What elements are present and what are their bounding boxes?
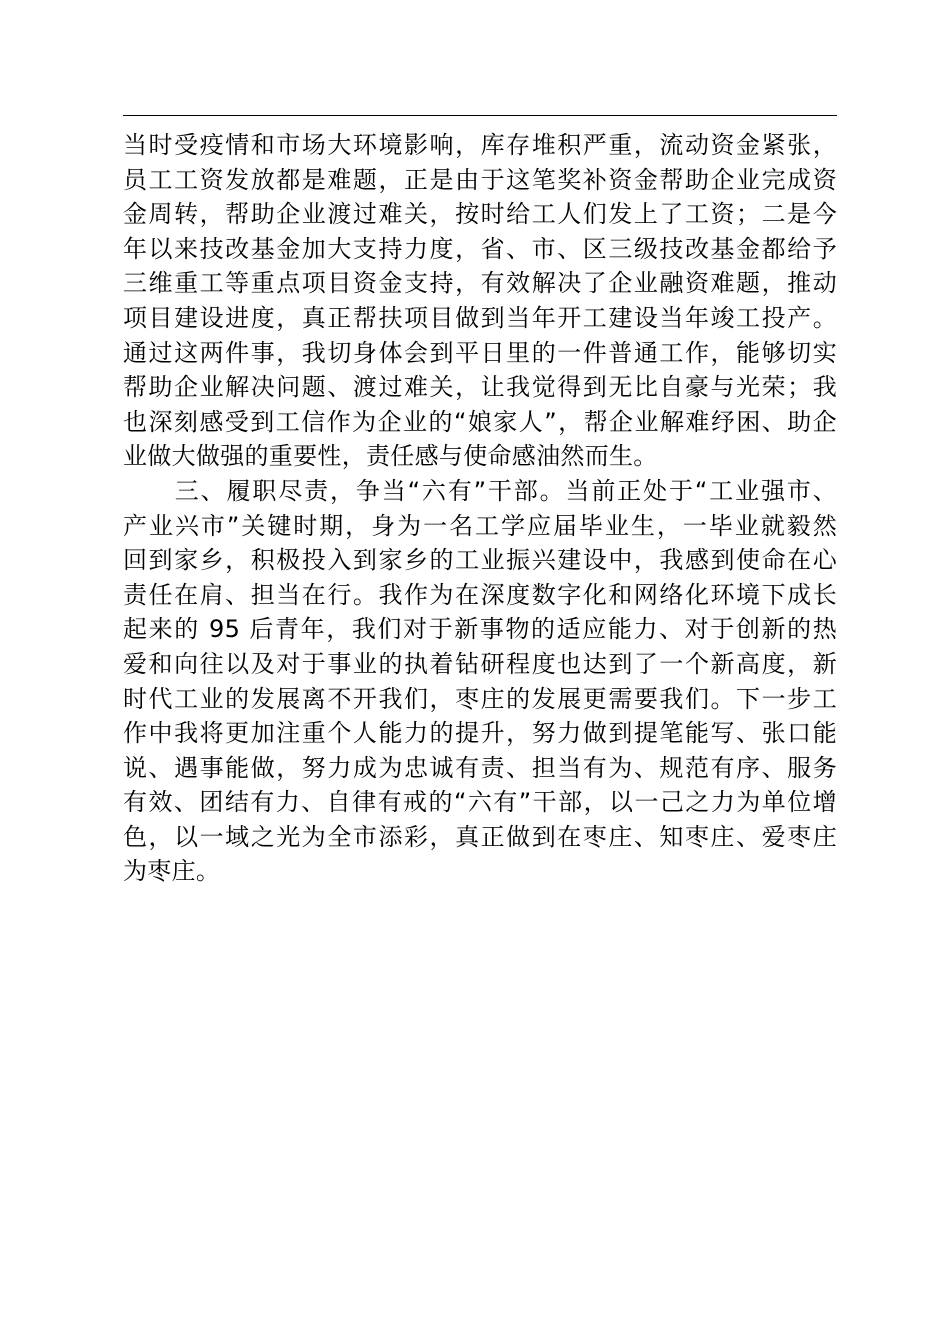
text-line: 作中我将更加注重个人能力的提升，努力做到提笔能写、张口能 <box>123 719 837 748</box>
text-line: 起来的 95 后青年，我们对于新事物的适应能力、对于创新的热 <box>123 615 837 644</box>
text-line: 产业兴市”关键时期，身为一名工学应届毕业生，一毕业就毅然 <box>123 511 837 540</box>
text-line: 也深刻感受到工信作为企业的“娘家人”，帮企业解难纾困、助企 <box>123 407 837 436</box>
text-line: 有效、团结有力、自律有戒的“六有”干部，以一己之力为单位增 <box>123 788 837 817</box>
text-line: 员工工资发放都是难题，正是由于这笔奖补资金帮助企业完成资 <box>123 165 837 194</box>
text-line: 时代工业的发展离不开我们，枣庄的发展更需要我们。下一步工 <box>123 684 837 713</box>
text-line: 为枣庄。 <box>123 857 221 886</box>
text-line: 金周转，帮助企业渡过难关，按时给工人们发上了工资；二是今 <box>123 200 837 229</box>
text-line: 帮助企业解决问题、渡过难关，让我觉得到无比自豪与光荣；我 <box>123 373 837 402</box>
header-rule <box>123 115 837 116</box>
text-line: 当时受疫情和市场大环境影响，库存堆积严重，流动资金紧张， <box>123 131 837 159</box>
text-line: 三、履职尽责，争当“六有”干部。当前正处于“工业强市、 <box>123 476 837 505</box>
text-line: 说、遇事能做，努力成为忠诚有责、担当有为、规范有序、服务 <box>123 753 837 782</box>
text-line: 项目建设进度，真正帮扶项目做到当年开工建设当年竣工投产。 <box>123 303 837 332</box>
text-line: 回到家乡，积极投入到家乡的工业振兴建设中，我感到使命在心 <box>123 546 837 575</box>
text-line: 年以来技改基金加大支持力度，省、市、区三级技改基金都给予 <box>123 234 837 263</box>
text-line: 爱和向往以及对于事业的执着钻研程度也达到了一个新高度，新 <box>123 649 837 678</box>
text-line: 通过这两件事，我切身体会到平日里的一件普通工作，能够切实 <box>123 338 837 367</box>
text-line: 三维重工等重点项目资金支持，有效解决了企业融资难题，推动 <box>123 269 837 298</box>
body-text <box>123 128 837 889</box>
text-line: 色，以一域之光为全市添彩，真正做到在枣庄、知枣庄、爱枣庄 <box>123 822 837 851</box>
text-line: 责任在肩、担当在行。我作为在深度数字化和网络化环境下成长 <box>123 580 837 609</box>
text-line: 业做大做强的重要性，责任感与使命感油然而生。 <box>123 442 658 471</box>
